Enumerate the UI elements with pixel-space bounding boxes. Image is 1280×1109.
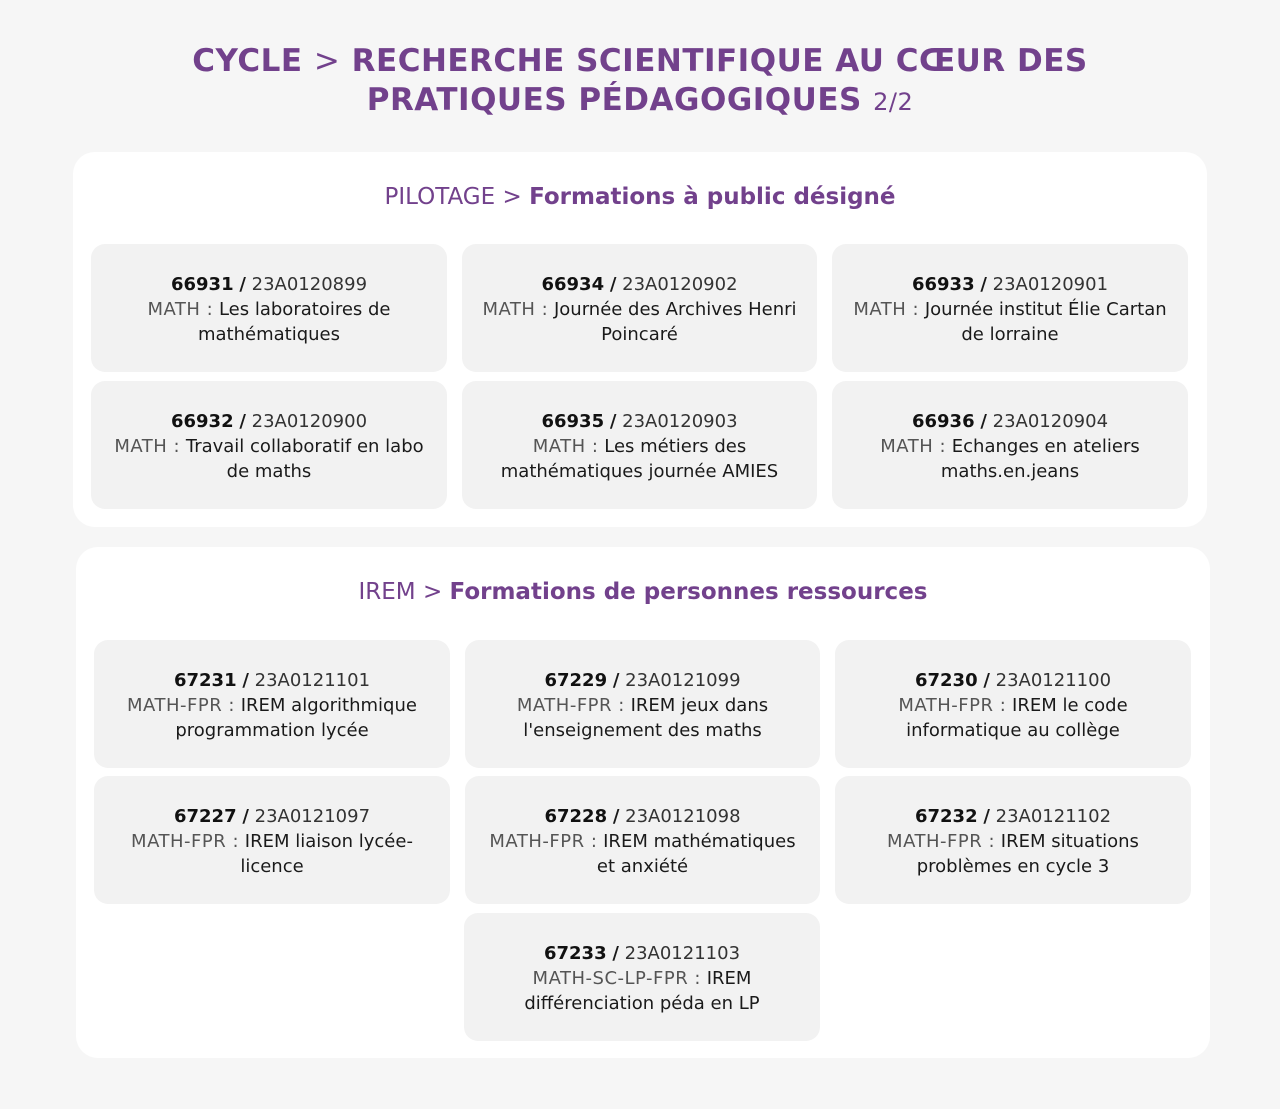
pilotage-heading: Formations à public désigné [529, 184, 896, 210]
card-code: 67231 [173, 670, 237, 691]
training-card: 66934 / 23A0120902 MATH : Journée des Archives Henri Poincaré [462, 244, 817, 372]
card-name: IREM liaison lycée-licence [240, 831, 413, 877]
pilotage-panel [73, 152, 1207, 527]
card-code: 67227 [173, 806, 237, 827]
training-card: 67233 / 23A0121103 MATH-SC-LP-FPR : IREM différenciation péda en LP [464, 913, 820, 1041]
card-code: 67233 [543, 943, 607, 964]
card-prefix: MATH : [532, 436, 599, 457]
irem-heading: Formations de personnes ressources [449, 579, 928, 605]
card-code: 66933 [911, 274, 975, 295]
card-prefix: MATH-FPR : [887, 831, 996, 852]
card-prefix: MATH-FPR : [898, 695, 1007, 716]
card-ref: 23A0120899 [251, 274, 368, 295]
card-code: 66931 [170, 274, 234, 295]
pilotage-header [73, 184, 1207, 210]
card-prefix: MATH : [482, 299, 549, 320]
card-prefix: MATH-FPR : [516, 695, 625, 716]
training-card: 66931 / 23A0120899 MATH : Les laboratoires de mathématiques [91, 244, 447, 372]
card-prefix: MATH : [853, 299, 920, 320]
card-prefix: MATH-FPR : [489, 831, 598, 852]
training-card: 67232 / 23A0121102 MATH-FPR : IREM situations problèmes en cycle 3 [835, 776, 1191, 904]
card-prefix: MATH-FPR : [131, 831, 240, 852]
irem-label: IREM [358, 579, 416, 605]
training-card: 67230 / 23A0121100 MATH-FPR : IREM le code informatique au collège [835, 640, 1191, 768]
page-current: 2 [873, 88, 889, 116]
card-prefix: MATH : [114, 436, 181, 457]
card-name: IREM situations problèmes en cycle 3 [916, 831, 1139, 877]
card-ref: 23A0121097 [254, 806, 371, 827]
page-title [0, 42, 1280, 122]
card-code: 66936 [911, 411, 975, 432]
pilotage-label: PILOTAGE [384, 184, 496, 210]
card-code: 67228 [544, 806, 608, 827]
page-title-line-1 [0, 42, 1280, 81]
page-title-line-2 [0, 81, 1280, 122]
card-ref: 23A0120900 [251, 411, 368, 432]
irem-panel [76, 547, 1210, 1058]
page-indicator [873, 88, 913, 116]
card-name: Travail collaboratif en labo de maths [185, 436, 424, 482]
title-cycle: CYCLE [192, 43, 303, 79]
card-name: IREM mathématiques et anxiété [596, 831, 796, 877]
training-card: 66936 / 23A0120904 MATH : Echanges en ateliers maths.en.jeans [832, 381, 1188, 509]
irem-separator: > [422, 579, 443, 605]
card-name: IREM différenciation péda en LP [524, 968, 760, 1014]
card-prefix: MATH : [147, 299, 214, 320]
card-name: IREM algorithmique programmation lycée [175, 695, 417, 741]
card-code: 66935 [541, 411, 605, 432]
card-code: 66934 [541, 274, 605, 295]
training-card: 66935 / 23A0120903 MATH : Les métiers des mathématiques journée AMIES [462, 381, 817, 509]
card-ref: 23A0120904 [992, 411, 1109, 432]
card-name: Journée des Archives Henri Poincaré [553, 299, 797, 345]
irem-header [76, 579, 1210, 605]
card-name: Journée institut Élie Cartan de lorraine [924, 299, 1167, 345]
training-card: 67229 / 23A0121099 MATH-FPR : IREM jeux dans l'enseignement des maths [465, 640, 820, 768]
card-prefix: MATH-FPR : [127, 695, 235, 716]
training-card: 66933 / 23A0120901 MATH : Journée institut Élie Cartan de lorraine [832, 244, 1188, 372]
card-ref: 23A0121103 [624, 943, 741, 964]
training-card: 67227 / 23A0121097 MATH-FPR : IREM liaison lycée-licence [94, 776, 450, 904]
card-code: 67230 [914, 670, 978, 691]
training-card: 67228 / 23A0121098 MATH-FPR : IREM mathématiques et anxiété [465, 776, 820, 904]
card-ref: 23A0120903 [622, 411, 738, 432]
card-name: Les laboratoires de mathématiques [197, 299, 391, 345]
card-ref: 23A0120901 [992, 274, 1109, 295]
card-ref: 23A0121098 [625, 806, 741, 827]
card-ref: 23A0121102 [995, 806, 1112, 827]
card-code: 67232 [914, 806, 978, 827]
card-code: 67229 [544, 670, 608, 691]
title-theme-end: PRATIQUES PÉDAGOGIQUES [366, 82, 862, 118]
card-ref: 23A0121099 [625, 670, 741, 691]
card-prefix: MATH-SC-LP-FPR : [532, 968, 701, 989]
card-name: IREM le code informatique au collège [906, 695, 1128, 741]
card-ref: 23A0120902 [622, 274, 738, 295]
card-name: Les métiers des mathématiques journée AMIES [500, 436, 779, 482]
page-total: /2 [888, 88, 914, 116]
training-card: 67231 / 23A0121101 MATH-FPR : IREM algorithmique programmation lycée [94, 640, 450, 768]
card-code: 66932 [170, 411, 234, 432]
training-card: 66932 / 23A0120900 MATH : Travail collaboratif en labo de maths [91, 381, 447, 509]
card-prefix: MATH : [880, 436, 947, 457]
card-ref: 23A0121100 [995, 670, 1112, 691]
card-name: IREM jeux dans l'enseignement des maths [523, 695, 769, 741]
title-theme: RECHERCHE SCIENTIFIQUE AU CŒUR DES [351, 43, 1088, 79]
pilotage-separator: > [502, 184, 522, 210]
title-separator: > [313, 43, 341, 79]
card-name: Echanges en ateliers maths.en.jeans [940, 436, 1140, 482]
card-ref: 23A0121101 [254, 670, 371, 691]
